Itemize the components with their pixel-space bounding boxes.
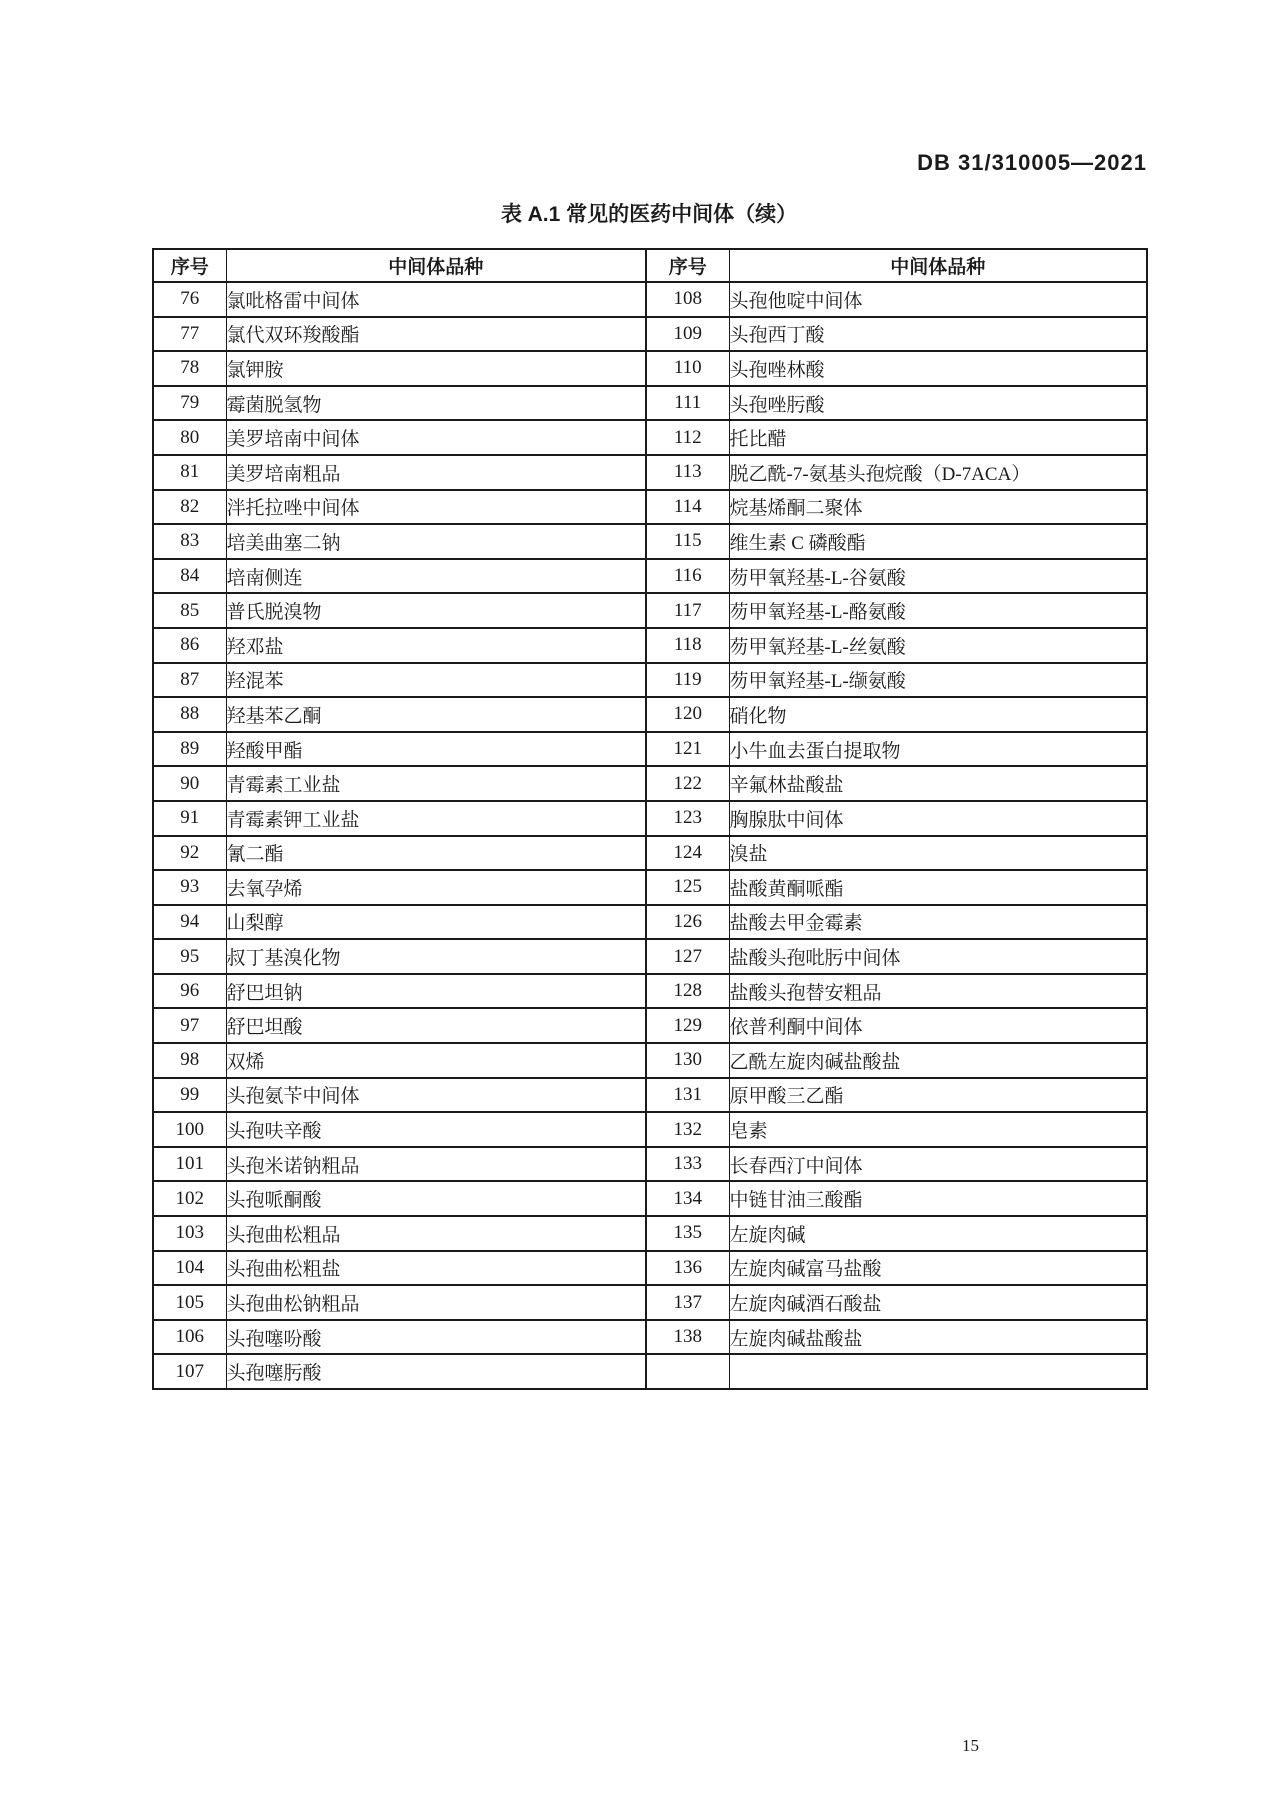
name-cell-right: 左旋肉碱 <box>729 1216 1147 1251</box>
serial-cell-left: 105 <box>153 1285 226 1320</box>
name-cell-right: 脱乙酰-7-氨基头孢烷酸（D-7ACA） <box>729 455 1147 490</box>
serial-cell-left: 89 <box>153 732 226 767</box>
name-cell-right: 左旋肉碱酒石酸盐 <box>729 1285 1147 1320</box>
name-cell-left: 培美曲塞二钠 <box>226 524 646 559</box>
doc-number: DB 31/310005—2021 <box>917 150 1147 175</box>
name-cell-right: 中链甘油三酸酯 <box>729 1181 1147 1216</box>
serial-cell-left: 82 <box>153 490 226 525</box>
table-row <box>153 939 1147 974</box>
name-cell-left: 美罗培南中间体 <box>226 420 646 455</box>
table-row <box>153 351 1147 386</box>
serial-cell-left: 88 <box>153 697 226 732</box>
name-cell-right: 皂素 <box>729 1112 1147 1147</box>
serial-cell-left: 79 <box>153 386 226 421</box>
table-row <box>153 801 1147 836</box>
table-row <box>153 524 1147 559</box>
name-cell-right: 维生素 C 磷酸酯 <box>729 524 1147 559</box>
table-row <box>153 766 1147 801</box>
serial-cell-left: 97 <box>153 1008 226 1043</box>
serial-cell-right: 133 <box>646 1147 729 1182</box>
name-cell-right: 芴甲氧羟基-L-谷氨酸 <box>729 559 1147 594</box>
serial-cell-right: 120 <box>646 697 729 732</box>
table-row <box>153 732 1147 767</box>
name-cell-left: 舒巴坦钠 <box>226 974 646 1009</box>
serial-cell-right: 129 <box>646 1008 729 1043</box>
serial-cell-right: 138 <box>646 1320 729 1355</box>
name-cell-right: 头孢他啶中间体 <box>729 282 1147 317</box>
table-row <box>153 1251 1147 1286</box>
name-cell-left: 氰二酯 <box>226 836 646 871</box>
table-row <box>153 1008 1147 1043</box>
table-row <box>153 559 1147 594</box>
name-cell-left: 头孢呋辛酸 <box>226 1112 646 1147</box>
table-row <box>153 1354 1147 1389</box>
name-cell-left: 培南侧连 <box>226 559 646 594</box>
serial-cell-right: 116 <box>646 559 729 594</box>
serial-cell-right: 110 <box>646 351 729 386</box>
col-header-name-right: 中间体品种 <box>729 249 1147 282</box>
name-cell-left: 泮托拉唑中间体 <box>226 490 646 525</box>
serial-cell-right: 127 <box>646 939 729 974</box>
serial-cell-right: 132 <box>646 1112 729 1147</box>
name-cell-right: 溴盐 <box>729 836 1147 871</box>
name-cell-left: 头孢噻吩酸 <box>226 1320 646 1355</box>
name-cell-right: 依普利酮中间体 <box>729 1008 1147 1043</box>
table-row <box>153 974 1147 1009</box>
serial-cell-left: 100 <box>153 1112 226 1147</box>
name-cell-left: 头孢曲松粗盐 <box>226 1251 646 1286</box>
name-cell-right: 盐酸头孢替安粗品 <box>729 974 1147 1009</box>
col-header-name-left: 中间体品种 <box>226 249 646 282</box>
name-cell-right: 芴甲氧羟基-L-丝氨酸 <box>729 628 1147 663</box>
table-row <box>153 282 1147 317</box>
name-cell-left: 羟酸甲酯 <box>226 732 646 767</box>
serial-cell-left: 85 <box>153 593 226 628</box>
name-cell-left: 头孢哌酮酸 <box>226 1181 646 1216</box>
page-number: 15 <box>962 1736 979 1755</box>
table-row <box>153 386 1147 421</box>
name-cell-left: 头孢曲松粗品 <box>226 1216 646 1251</box>
name-cell-right: 小牛血去蛋白提取物 <box>729 732 1147 767</box>
table-row <box>153 905 1147 940</box>
name-cell-left: 山梨醇 <box>226 905 646 940</box>
table-row <box>153 697 1147 732</box>
name-cell-right: 头孢西丁酸 <box>729 317 1147 352</box>
name-cell-right: 盐酸去甲金霉素 <box>729 905 1147 940</box>
table-row <box>153 490 1147 525</box>
serial-cell-right: 111 <box>646 386 729 421</box>
name-cell-right: 盐酸头孢吡肟中间体 <box>729 939 1147 974</box>
serial-cell-left: 78 <box>153 351 226 386</box>
name-cell-right: 托比醋 <box>729 420 1147 455</box>
serial-cell-left: 93 <box>153 870 226 905</box>
name-cell-right: 头孢唑肟酸 <box>729 386 1147 421</box>
serial-cell-right: 117 <box>646 593 729 628</box>
serial-cell-right: 108 <box>646 282 729 317</box>
name-cell-right: 烷基烯酮二聚体 <box>729 490 1147 525</box>
table-title: 表 A.1 常见的医药中间体（续） <box>500 203 798 226</box>
serial-cell-right <box>646 1354 729 1389</box>
serial-cell-right: 119 <box>646 663 729 698</box>
serial-cell-left: 86 <box>153 628 226 663</box>
intermediates-table <box>152 248 1148 1390</box>
name-cell-left: 氯代双环羧酸酯 <box>226 317 646 352</box>
serial-cell-left: 99 <box>153 1078 226 1113</box>
name-cell-right: 头孢唑林酸 <box>729 351 1147 386</box>
name-cell-right: 左旋肉碱盐酸盐 <box>729 1320 1147 1355</box>
name-cell-left: 头孢米诺钠粗品 <box>226 1147 646 1182</box>
name-cell-left: 普氏脱溴物 <box>226 593 646 628</box>
serial-cell-left: 94 <box>153 905 226 940</box>
table-row <box>153 1181 1147 1216</box>
name-cell-right: 乙酰左旋肉碱盐酸盐 <box>729 1043 1147 1078</box>
serial-cell-left: 91 <box>153 801 226 836</box>
serial-cell-right: 131 <box>646 1078 729 1113</box>
serial-cell-left: 92 <box>153 836 226 871</box>
name-cell-right: 芴甲氧羟基-L-缬氨酸 <box>729 663 1147 698</box>
table-row <box>153 455 1147 490</box>
serial-cell-right: 134 <box>646 1181 729 1216</box>
serial-cell-left: 87 <box>153 663 226 698</box>
name-cell-right: 硝化物 <box>729 697 1147 732</box>
serial-cell-right: 123 <box>646 801 729 836</box>
serial-cell-left: 77 <box>153 317 226 352</box>
serial-cell-right: 113 <box>646 455 729 490</box>
serial-cell-left: 101 <box>153 1147 226 1182</box>
table-row <box>153 836 1147 871</box>
serial-cell-right: 122 <box>646 766 729 801</box>
table-row <box>153 1320 1147 1355</box>
col-header-serial-right: 序号 <box>646 249 729 282</box>
name-cell-left: 青霉素工业盐 <box>226 766 646 801</box>
table-row <box>153 1147 1147 1182</box>
serial-cell-right: 128 <box>646 974 729 1009</box>
name-cell-left: 霉菌脱氢物 <box>226 386 646 421</box>
table-row <box>153 593 1147 628</box>
name-cell-left: 青霉素钾工业盐 <box>226 801 646 836</box>
serial-cell-left: 90 <box>153 766 226 801</box>
table-row <box>153 1285 1147 1320</box>
name-cell-right: 芴甲氧羟基-L-酪氨酸 <box>729 593 1147 628</box>
serial-cell-right: 115 <box>646 524 729 559</box>
serial-cell-right: 137 <box>646 1285 729 1320</box>
serial-cell-left: 104 <box>153 1251 226 1286</box>
serial-cell-right: 114 <box>646 490 729 525</box>
name-cell-left: 氯钾胺 <box>226 351 646 386</box>
name-cell-left: 氯吡格雷中间体 <box>226 282 646 317</box>
name-cell-left: 羟基苯乙酮 <box>226 697 646 732</box>
name-cell-left: 叔丁基溴化物 <box>226 939 646 974</box>
table-row <box>153 1078 1147 1113</box>
serial-cell-left: 84 <box>153 559 226 594</box>
serial-cell-left: 103 <box>153 1216 226 1251</box>
serial-cell-left: 83 <box>153 524 226 559</box>
table-body <box>153 282 1147 1389</box>
name-cell-right: 原甲酸三乙酯 <box>729 1078 1147 1113</box>
serial-cell-left: 76 <box>153 282 226 317</box>
table-row <box>153 870 1147 905</box>
table-row <box>153 420 1147 455</box>
serial-cell-left: 106 <box>153 1320 226 1355</box>
serial-cell-right: 136 <box>646 1251 729 1286</box>
serial-cell-right: 109 <box>646 317 729 352</box>
serial-cell-left: 80 <box>153 420 226 455</box>
name-cell-left: 头孢曲松钠粗品 <box>226 1285 646 1320</box>
serial-cell-right: 126 <box>646 905 729 940</box>
table-row <box>153 1043 1147 1078</box>
serial-cell-right: 112 <box>646 420 729 455</box>
serial-cell-left: 95 <box>153 939 226 974</box>
name-cell-left: 舒巴坦酸 <box>226 1008 646 1043</box>
name-cell-left: 羟混苯 <box>226 663 646 698</box>
name-cell-right: 长春西汀中间体 <box>729 1147 1147 1182</box>
name-cell-right: 胸腺肽中间体 <box>729 801 1147 836</box>
serial-cell-left: 96 <box>153 974 226 1009</box>
name-cell-left: 头孢氨苄中间体 <box>226 1078 646 1113</box>
name-cell-right: 盐酸黄酮哌酯 <box>729 870 1147 905</box>
name-cell-left: 美罗培南粗品 <box>226 455 646 490</box>
serial-cell-right: 124 <box>646 836 729 871</box>
name-cell-left: 去氧孕烯 <box>226 870 646 905</box>
serial-cell-left: 102 <box>153 1181 226 1216</box>
name-cell-right <box>729 1354 1147 1389</box>
serial-cell-left: 107 <box>153 1354 226 1389</box>
serial-cell-left: 98 <box>153 1043 226 1078</box>
name-cell-right: 辛氟林盐酸盐 <box>729 766 1147 801</box>
name-cell-left: 头孢噻肟酸 <box>226 1354 646 1389</box>
col-header-serial-left: 序号 <box>153 249 226 282</box>
table-row <box>153 628 1147 663</box>
name-cell-right: 左旋肉碱富马盐酸 <box>729 1251 1147 1286</box>
header-row <box>153 249 1147 282</box>
serial-cell-right: 135 <box>646 1216 729 1251</box>
serial-cell-left: 81 <box>153 455 226 490</box>
serial-cell-right: 125 <box>646 870 729 905</box>
serial-cell-right: 118 <box>646 628 729 663</box>
table-row <box>153 1112 1147 1147</box>
serial-cell-right: 121 <box>646 732 729 767</box>
table-row <box>153 317 1147 352</box>
table-row <box>153 1216 1147 1251</box>
table-row <box>153 663 1147 698</box>
name-cell-left: 羟邓盐 <box>226 628 646 663</box>
serial-cell-right: 130 <box>646 1043 729 1078</box>
name-cell-left: 双烯 <box>226 1043 646 1078</box>
